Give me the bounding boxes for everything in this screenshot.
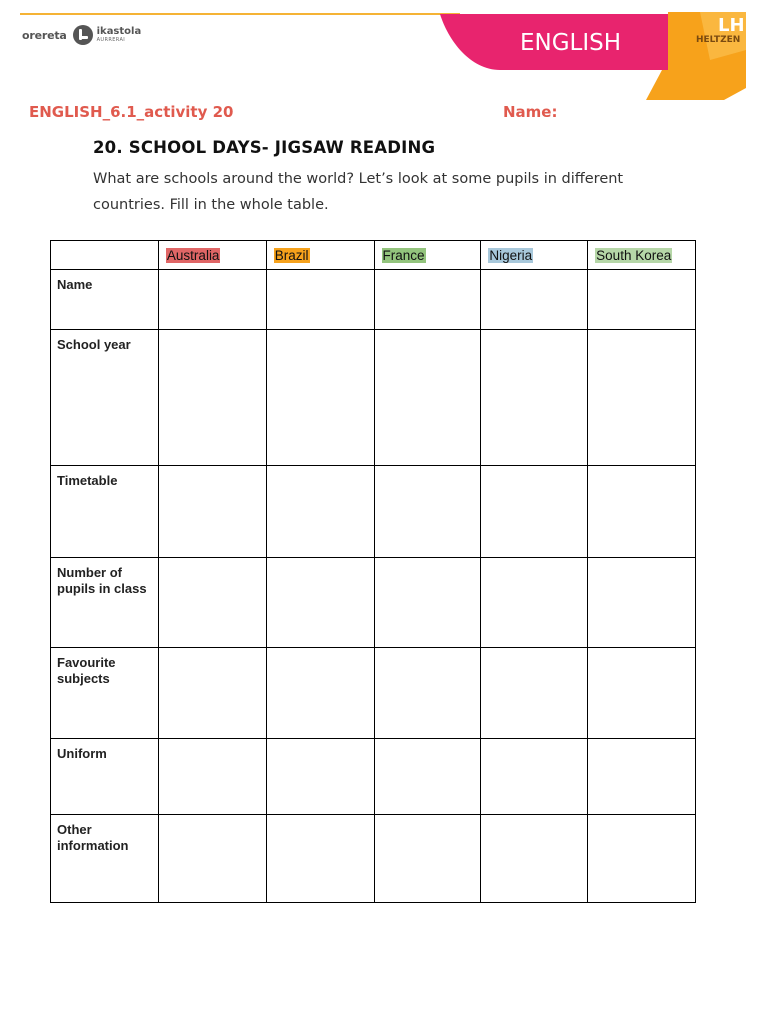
answer-cell[interactable]: [374, 270, 481, 330]
table-row-other-information: [51, 815, 696, 903]
answer-cell[interactable]: [374, 466, 481, 558]
table-row-favourite-subjects: [51, 648, 696, 739]
answer-cell[interactable]: [158, 270, 266, 330]
column-header-france: [374, 241, 481, 270]
country-label: South Korea: [596, 247, 672, 263]
subject-banner: [440, 0, 768, 110]
logo-mark-icon: [73, 25, 93, 45]
table-header-row: [51, 241, 696, 270]
answer-cell[interactable]: [158, 558, 266, 648]
instructions-text: What are schools around the world? Let’s look at some pupils in different countries. Fill in the whole table.: [93, 171, 624, 213]
answer-cell[interactable]: [588, 739, 696, 815]
activity-code: ENGLISH_6.1_activity 20: [29, 103, 234, 121]
answer-cell[interactable]: [266, 558, 374, 648]
answer-cell[interactable]: [158, 739, 266, 815]
name-label: Name:: [503, 103, 558, 121]
logo-word-aurrerai: AURRERAI: [96, 37, 126, 43]
answer-cell[interactable]: [266, 739, 374, 815]
answer-cell[interactable]: [481, 739, 588, 815]
answer-cell[interactable]: [588, 270, 696, 330]
logo-word-ikastola: ikastola: [96, 26, 142, 37]
answer-cell[interactable]: [158, 815, 266, 903]
brand-name: HELTZEN: [696, 35, 741, 45]
table-row-number-of-pupils: [51, 558, 696, 648]
school-logo: [22, 24, 141, 46]
row-label: Uniform: [51, 739, 159, 815]
column-header-nigeria: [481, 241, 588, 270]
row-label: Number of pupils in class: [51, 558, 159, 648]
answer-cell[interactable]: [374, 815, 481, 903]
answer-cell[interactable]: [374, 648, 481, 739]
jigsaw-table: [50, 240, 696, 903]
answer-cell[interactable]: [481, 815, 588, 903]
answer-cell[interactable]: [374, 739, 481, 815]
country-label: Nigeria: [489, 247, 533, 263]
answer-cell[interactable]: [588, 558, 696, 648]
answer-cell[interactable]: [158, 466, 266, 558]
column-header-brazil: [266, 241, 374, 270]
answer-cell[interactable]: [588, 815, 696, 903]
answer-cell[interactable]: [266, 815, 374, 903]
header-accent-line: [20, 13, 460, 15]
answer-cell[interactable]: [481, 270, 588, 330]
country-label: Australia: [166, 247, 220, 263]
answer-cell[interactable]: [588, 330, 696, 466]
table-row-uniform: [51, 739, 696, 815]
answer-cell[interactable]: [588, 648, 696, 739]
answer-cell[interactable]: [374, 558, 481, 648]
brand-initials: LH: [718, 15, 745, 36]
table-row-name: [51, 270, 696, 330]
answer-cell[interactable]: [158, 330, 266, 466]
row-label: Other information: [51, 815, 159, 903]
answer-cell[interactable]: [481, 558, 588, 648]
answer-cell[interactable]: [481, 330, 588, 466]
answer-cell[interactable]: [158, 648, 266, 739]
answer-cell[interactable]: [374, 330, 481, 466]
row-label: School year: [51, 330, 159, 466]
page-title: 20. SCHOOL DAYS- JIGSAW READING: [93, 138, 436, 157]
answer-cell[interactable]: [266, 330, 374, 466]
row-label: Name: [51, 270, 159, 330]
row-label: Favourite subjects: [51, 648, 159, 739]
answer-cell[interactable]: [588, 466, 696, 558]
table-row-timetable: [51, 466, 696, 558]
table-row-school-year: [51, 330, 696, 466]
column-header-australia: [158, 241, 266, 270]
answer-cell[interactable]: [266, 466, 374, 558]
country-label: France: [382, 247, 425, 263]
answer-cell[interactable]: [481, 648, 588, 739]
subject-title: ENGLISH: [520, 30, 622, 56]
country-label: Brazil: [274, 247, 309, 263]
table-corner-cell: [51, 241, 159, 270]
answer-cell[interactable]: [481, 466, 588, 558]
answer-cell[interactable]: [266, 270, 374, 330]
column-header-south-korea: [588, 241, 696, 270]
answer-cell[interactable]: [266, 648, 374, 739]
logo-word-orereta: orereta: [22, 28, 67, 42]
row-label: Timetable: [51, 466, 159, 558]
